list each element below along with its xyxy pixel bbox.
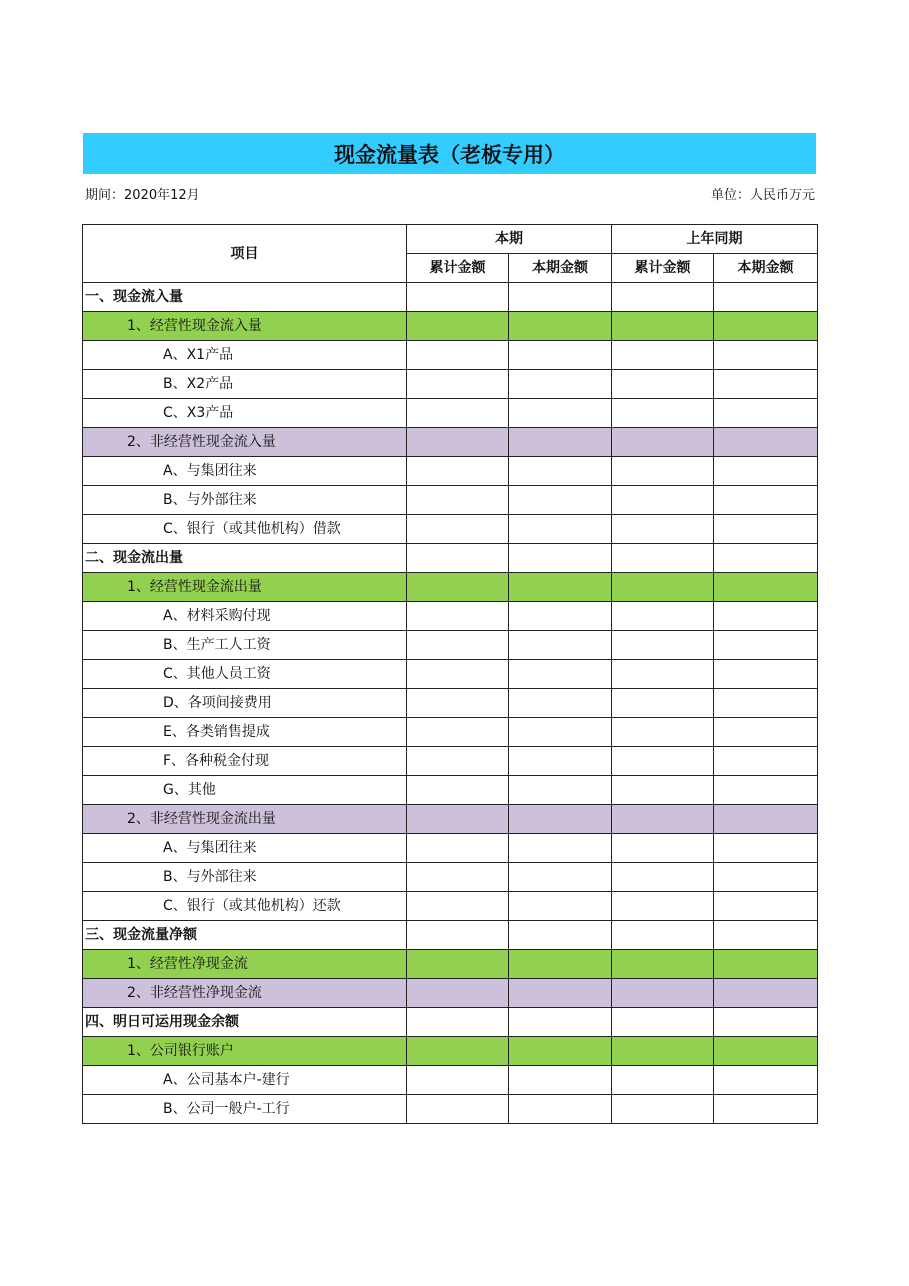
cell-last-year-cumulative[interactable] — [612, 660, 714, 689]
cell-current-amount[interactable] — [509, 370, 612, 399]
cell-current-cumulative[interactable] — [407, 921, 509, 950]
row-label: 1、经营性现金流入量 — [83, 312, 407, 341]
cell-last-year-amount[interactable] — [714, 805, 818, 834]
table-row — [83, 399, 818, 428]
cell-last-year-cumulative[interactable] — [612, 457, 714, 486]
cell-current-amount[interactable] — [509, 1095, 612, 1124]
row-label: A、X1产品 — [83, 341, 407, 370]
cell-current-cumulative[interactable] — [407, 805, 509, 834]
table-row — [83, 1008, 818, 1037]
cell-last-year-cumulative[interactable] — [612, 1037, 714, 1066]
cell-last-year-cumulative[interactable] — [612, 689, 714, 718]
row-label: 2、非经营性现金流入量 — [83, 428, 407, 457]
cell-current-amount[interactable] — [509, 399, 612, 428]
cell-last-year-amount[interactable] — [714, 950, 818, 979]
table-body — [83, 283, 818, 1124]
table-row — [83, 747, 818, 776]
cell-current-amount[interactable] — [509, 428, 612, 457]
table-row — [83, 1066, 818, 1095]
cell-current-cumulative[interactable] — [407, 1037, 509, 1066]
header-row-top — [83, 225, 818, 254]
table-row — [83, 312, 818, 341]
table-row — [83, 457, 818, 486]
row-label: D、各项间接费用 — [83, 689, 407, 718]
cell-last-year-cumulative[interactable] — [612, 283, 714, 312]
cell-current-cumulative[interactable] — [407, 1095, 509, 1124]
cell-last-year-cumulative[interactable] — [612, 341, 714, 370]
cell-last-year-cumulative[interactable] — [612, 805, 714, 834]
table-row — [83, 718, 818, 747]
cell-current-cumulative[interactable] — [407, 863, 509, 892]
cell-last-year-cumulative[interactable] — [612, 921, 714, 950]
cell-last-year-amount[interactable] — [714, 312, 818, 341]
table-row — [83, 660, 818, 689]
cell-last-year-amount[interactable] — [714, 1095, 818, 1124]
table-row — [83, 486, 818, 515]
period-label: 期间：2020年12月 — [85, 188, 200, 203]
cell-current-amount[interactable] — [509, 863, 612, 892]
table-header — [83, 225, 818, 283]
cell-last-year-cumulative[interactable] — [612, 573, 714, 602]
cell-current-cumulative[interactable] — [407, 718, 509, 747]
cell-current-cumulative[interactable] — [407, 486, 509, 515]
cell-last-year-cumulative[interactable] — [612, 863, 714, 892]
cell-last-year-cumulative[interactable] — [612, 631, 714, 660]
cell-current-cumulative[interactable] — [407, 544, 509, 573]
cell-last-year-cumulative[interactable] — [612, 718, 714, 747]
cell-current-cumulative[interactable] — [407, 950, 509, 979]
table-row — [83, 921, 818, 950]
header-current-period: 本期 — [407, 225, 612, 254]
row-label: C、银行（或其他机构）借款 — [83, 515, 407, 544]
cell-current-cumulative[interactable] — [407, 1008, 509, 1037]
table-row — [83, 776, 818, 805]
cell-current-amount[interactable] — [509, 1066, 612, 1095]
cell-current-cumulative[interactable] — [407, 312, 509, 341]
cash-flow-table — [82, 224, 818, 1124]
cell-current-amount[interactable] — [509, 660, 612, 689]
cell-current-amount[interactable] — [509, 341, 612, 370]
cell-last-year-cumulative[interactable] — [612, 399, 714, 428]
cell-current-amount[interactable] — [509, 312, 612, 341]
row-label: 二、现金流出量 — [83, 544, 407, 573]
cell-current-amount[interactable] — [509, 573, 612, 602]
cell-last-year-amount[interactable] — [714, 457, 818, 486]
cell-current-cumulative[interactable] — [407, 747, 509, 776]
cell-current-cumulative[interactable] — [407, 341, 509, 370]
cell-last-year-amount[interactable] — [714, 341, 818, 370]
cell-current-cumulative[interactable] — [407, 457, 509, 486]
cell-current-cumulative[interactable] — [407, 979, 509, 1008]
cell-current-cumulative[interactable] — [407, 283, 509, 312]
cell-current-cumulative[interactable] — [407, 660, 509, 689]
cell-current-amount[interactable] — [509, 602, 612, 631]
cell-last-year-amount[interactable] — [714, 834, 818, 863]
cell-last-year-cumulative[interactable] — [612, 370, 714, 399]
row-label: 一、现金流入量 — [83, 283, 407, 312]
row-label: A、公司基本户-建行 — [83, 1066, 407, 1095]
row-label: B、与外部往来 — [83, 486, 407, 515]
cell-current-amount[interactable] — [509, 631, 612, 660]
cell-current-cumulative[interactable] — [407, 631, 509, 660]
cell-current-amount[interactable] — [509, 689, 612, 718]
row-label: B、生产工人工资 — [83, 631, 407, 660]
cell-current-amount[interactable] — [509, 457, 612, 486]
cell-last-year-amount[interactable] — [714, 428, 818, 457]
cell-last-year-cumulative[interactable] — [612, 979, 714, 1008]
cell-last-year-amount[interactable] — [714, 979, 818, 1008]
cell-current-cumulative[interactable] — [407, 370, 509, 399]
row-label: F、各种税金付现 — [83, 747, 407, 776]
row-label: E、各类销售提成 — [83, 718, 407, 747]
cell-current-cumulative[interactable] — [407, 573, 509, 602]
cell-current-cumulative[interactable] — [407, 428, 509, 457]
row-label: B、公司一般户-工行 — [83, 1095, 407, 1124]
table-row — [83, 979, 818, 1008]
cell-last-year-amount[interactable] — [714, 1037, 818, 1066]
cell-current-cumulative[interactable] — [407, 602, 509, 631]
header-current-cumulative: 累计金额 — [407, 254, 509, 283]
cell-current-amount[interactable] — [509, 544, 612, 573]
cell-current-amount[interactable] — [509, 718, 612, 747]
cell-last-year-cumulative[interactable] — [612, 1095, 714, 1124]
cell-last-year-amount[interactable] — [714, 631, 818, 660]
header-last-year-cumulative: 累计金额 — [612, 254, 714, 283]
cell-last-year-amount[interactable] — [714, 602, 818, 631]
cell-last-year-cumulative[interactable] — [612, 950, 714, 979]
cell-last-year-cumulative[interactable] — [612, 892, 714, 921]
cell-last-year-cumulative[interactable] — [612, 428, 714, 457]
cell-current-cumulative[interactable] — [407, 834, 509, 863]
unit-label: 单位：人民币万元 — [710, 188, 815, 203]
table-row — [83, 573, 818, 602]
cell-last-year-amount[interactable] — [714, 718, 818, 747]
cell-current-amount[interactable] — [509, 921, 612, 950]
row-label: B、与外部往来 — [83, 863, 407, 892]
table-row — [83, 834, 818, 863]
cell-last-year-cumulative[interactable] — [612, 312, 714, 341]
header-last-year-amount: 本期金额 — [714, 254, 818, 283]
header-item: 项目 — [83, 225, 407, 283]
cell-current-amount[interactable] — [509, 747, 612, 776]
cell-current-amount[interactable] — [509, 776, 612, 805]
page-title: 现金流量表（老板专用） — [83, 133, 816, 174]
row-label: A、材料采购付现 — [83, 602, 407, 631]
cell-last-year-amount[interactable] — [714, 486, 818, 515]
header-last-year: 上年同期 — [612, 225, 818, 254]
row-label: 1、公司银行账户 — [83, 1037, 407, 1066]
table-row — [83, 892, 818, 921]
cell-last-year-cumulative[interactable] — [612, 776, 714, 805]
table-row — [83, 689, 818, 718]
cell-last-year-amount[interactable] — [714, 660, 818, 689]
cell-last-year-amount[interactable] — [714, 892, 818, 921]
row-label: 1、经营性现金流出量 — [83, 573, 407, 602]
cell-current-amount[interactable] — [509, 892, 612, 921]
cell-current-amount[interactable] — [509, 979, 612, 1008]
table-row — [83, 631, 818, 660]
cell-current-cumulative[interactable] — [407, 776, 509, 805]
cell-current-amount[interactable] — [509, 1037, 612, 1066]
cell-last-year-amount[interactable] — [714, 544, 818, 573]
table-row — [83, 370, 818, 399]
cell-last-year-amount[interactable] — [714, 515, 818, 544]
cell-last-year-cumulative[interactable] — [612, 486, 714, 515]
cell-last-year-amount[interactable] — [714, 399, 818, 428]
row-label: 1、经营性净现金流 — [83, 950, 407, 979]
cell-last-year-amount[interactable] — [714, 283, 818, 312]
cell-last-year-amount[interactable] — [714, 747, 818, 776]
cell-last-year-cumulative[interactable] — [612, 1066, 714, 1095]
cell-last-year-cumulative[interactable] — [612, 747, 714, 776]
row-label: C、银行（或其他机构）还款 — [83, 892, 407, 921]
row-label: G、其他 — [83, 776, 407, 805]
cell-last-year-amount[interactable] — [714, 1008, 818, 1037]
cell-last-year-amount[interactable] — [714, 689, 818, 718]
cell-last-year-amount[interactable] — [714, 1066, 818, 1095]
cell-current-cumulative[interactable] — [407, 892, 509, 921]
cell-last-year-cumulative[interactable] — [612, 544, 714, 573]
row-label: 2、非经营性净现金流 — [83, 979, 407, 1008]
cell-current-amount[interactable] — [509, 515, 612, 544]
cell-last-year-amount[interactable] — [714, 776, 818, 805]
cell-last-year-cumulative[interactable] — [612, 834, 714, 863]
table-row — [83, 950, 818, 979]
table-row — [83, 544, 818, 573]
table-row — [83, 341, 818, 370]
row-label: B、X2产品 — [83, 370, 407, 399]
row-label: 四、明日可运用现金余额 — [83, 1008, 407, 1037]
cell-current-cumulative[interactable] — [407, 399, 509, 428]
cell-last-year-amount[interactable] — [714, 921, 818, 950]
row-label: A、与集团往来 — [83, 834, 407, 863]
table-row — [83, 805, 818, 834]
cell-current-amount[interactable] — [509, 834, 612, 863]
cell-current-cumulative[interactable] — [407, 689, 509, 718]
cell-current-amount[interactable] — [509, 486, 612, 515]
table-row — [83, 428, 818, 457]
cell-current-cumulative[interactable] — [407, 515, 509, 544]
table-row — [83, 1037, 818, 1066]
cell-current-amount[interactable] — [509, 1008, 612, 1037]
cell-current-amount[interactable] — [509, 950, 612, 979]
cell-last-year-amount[interactable] — [714, 863, 818, 892]
cell-current-amount[interactable] — [509, 805, 612, 834]
table-row — [83, 283, 818, 312]
table-row — [83, 515, 818, 544]
cell-last-year-cumulative[interactable] — [612, 602, 714, 631]
table-row — [83, 863, 818, 892]
row-label: 2、非经营性现金流出量 — [83, 805, 407, 834]
cell-last-year-cumulative[interactable] — [612, 515, 714, 544]
table-row — [83, 602, 818, 631]
row-label: A、与集团往来 — [83, 457, 407, 486]
cell-current-amount[interactable] — [509, 283, 612, 312]
cell-current-cumulative[interactable] — [407, 1066, 509, 1095]
row-label: C、X3产品 — [83, 399, 407, 428]
cell-last-year-cumulative[interactable] — [612, 1008, 714, 1037]
header-current-amount: 本期金额 — [509, 254, 612, 283]
cell-last-year-amount[interactable] — [714, 370, 818, 399]
row-label: C、其他人员工资 — [83, 660, 407, 689]
cell-last-year-amount[interactable] — [714, 573, 818, 602]
table-row — [83, 1095, 818, 1124]
row-label: 三、现金流量净额 — [83, 921, 407, 950]
